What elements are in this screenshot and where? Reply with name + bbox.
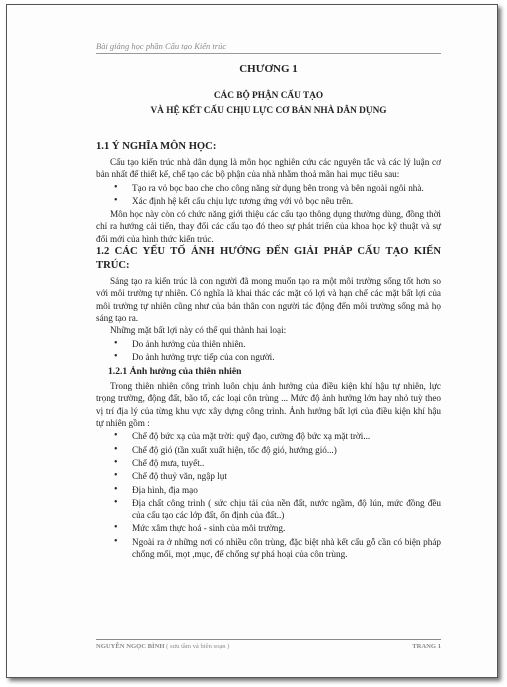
list-item: • Chế độ thuỷ văn, ngập lụt: [110, 470, 441, 482]
bullet-list: [96, 430, 441, 560]
footer-note: ( sưu tầm và biên soạn ): [166, 643, 230, 650]
list-item: • Chế độ bức xạ của mặt trời: quỹ đạo, cường độ bức xạ mặt trời...: [110, 430, 441, 442]
list-item: • Chế độ mưa, tuyết..: [110, 457, 441, 469]
subsection-heading-1-2-1: 1.2.1 Ảnh hưởng của thiên nhiên: [108, 366, 242, 378]
document-page: [6, 4, 498, 678]
chapter-title: [96, 89, 441, 119]
section-heading-1-1: 1.1 Ý NGHĨA MÔN HỌC:: [96, 141, 217, 152]
bullet-list: [96, 182, 441, 208]
footer-author: NGUYỄN NGỌC BÌNH: [96, 643, 165, 650]
paragraph: Sáng tạo ra kiến trúc là con người đã mong muốn tạo ra một môi trường sống tốt hơn so với môi trường tự nhiên. Có nghĩa là khai thác các mặt có lợi và hạn chế các mặt bất lợi của môi trường tự nhiên cũng như của bản thân con người tác động đến môi trường sống mà họ sáng tạo ra.: [96, 276, 441, 323]
chapter-title-line-2: VÀ HỆ KẾT CẤU CHỊU LỰC CƠ BẢN NHÀ DÂN DỤNG: [150, 106, 387, 116]
section-heading-1-2: 1.2 CÁC YẾU TỐ ẢNH HƯỞNG ĐẾN GIẢI PHÁP CẤU TẠO KIẾN TRÚC:: [96, 246, 441, 272]
running-header: Bài giảng học phần Cấu tạo Kiến trúc: [96, 41, 441, 54]
bullet-list: [96, 338, 441, 364]
list-item: • Do ảnh hưởng trực tiếp của con người.: [110, 351, 441, 363]
paragraph: Những mặt bất lợi này có thể qui thành hai loại:: [110, 325, 287, 336]
footer-page-number: TRANG 1: [412, 643, 441, 650]
chapter-title-line-1: CÁC BỘ PHẬN CẤU TẠO: [213, 91, 324, 101]
paragraph: Trong thiên nhiên công trình luôn chịu ảnh hưởng của điều kiện khí hậu tự nhiên, lực trọng trường, động đất, bão tố, các loại côn trùng ... Mức độ ảnh hưởng lớn hay nhỏ tuỳ theo vị trí địa lý của từng khu vực xây dựng công trình. Ảnh hưởng bất lợi của điều kiện khí hậu tự nhiên gồm :: [96, 381, 441, 429]
footer-author-block: [96, 643, 229, 650]
list-item: • Tạo ra vỏ bọc bao che cho công năng sử dụng bên trong và bên ngoài ngôi nhà.: [110, 182, 441, 194]
list-item: • Xác định hệ kết cấu chịu lực tương ứng với vỏ bọc nêu trên.: [110, 195, 441, 207]
list-item: • Địa chất công trình ( sức chịu tải của nền đất, nước ngầm, độ lún, mức đồng đều của cấu tạo các lớp đất, ổn định của đất..): [110, 497, 441, 522]
paragraph: Cấu tạo kiến trúc nhà dân dụng là môn học nghiên cứu các nguyên tắc và các lý luận cơ bản nhất để thiết kế, chế tạo các bộ phận của nhà nhằm thoả mãn hai mục tiêu sau:: [96, 157, 441, 180]
body-content: [96, 140, 441, 561]
list-item: • Do ảnh hưởng của thiên nhiên.: [110, 338, 441, 350]
running-footer: [96, 639, 441, 650]
list-item: • Ngoài ra ở những nơi có nhiều côn trùng, đặc biệt nhà kết cấu gỗ cần có biện pháp chống mối, mọt ,mục, để chống sự phá hoại của côn trùng.: [110, 536, 441, 561]
list-item: • Địa hình, địa mạo: [110, 484, 441, 496]
list-item: • Mức xâm thực hoá - sinh của môi trường.: [110, 522, 441, 534]
chapter-label: CHƯƠNG 1: [239, 63, 298, 75]
list-item: • Chế độ gió (tần xuất xuất hiện, tốc độ gió, hướng gió...): [110, 444, 441, 456]
paragraph: Môn học này còn có chức năng giới thiệu các cấu tạo thông dụng thường dùng, đồng thời chỉ ra hướng cải tiến, thay đổi các cấu tạo đó theo sự phát triển của khoa học kỹ thuật và sự đổi mới của hình thức kiến trúc.: [96, 209, 441, 244]
